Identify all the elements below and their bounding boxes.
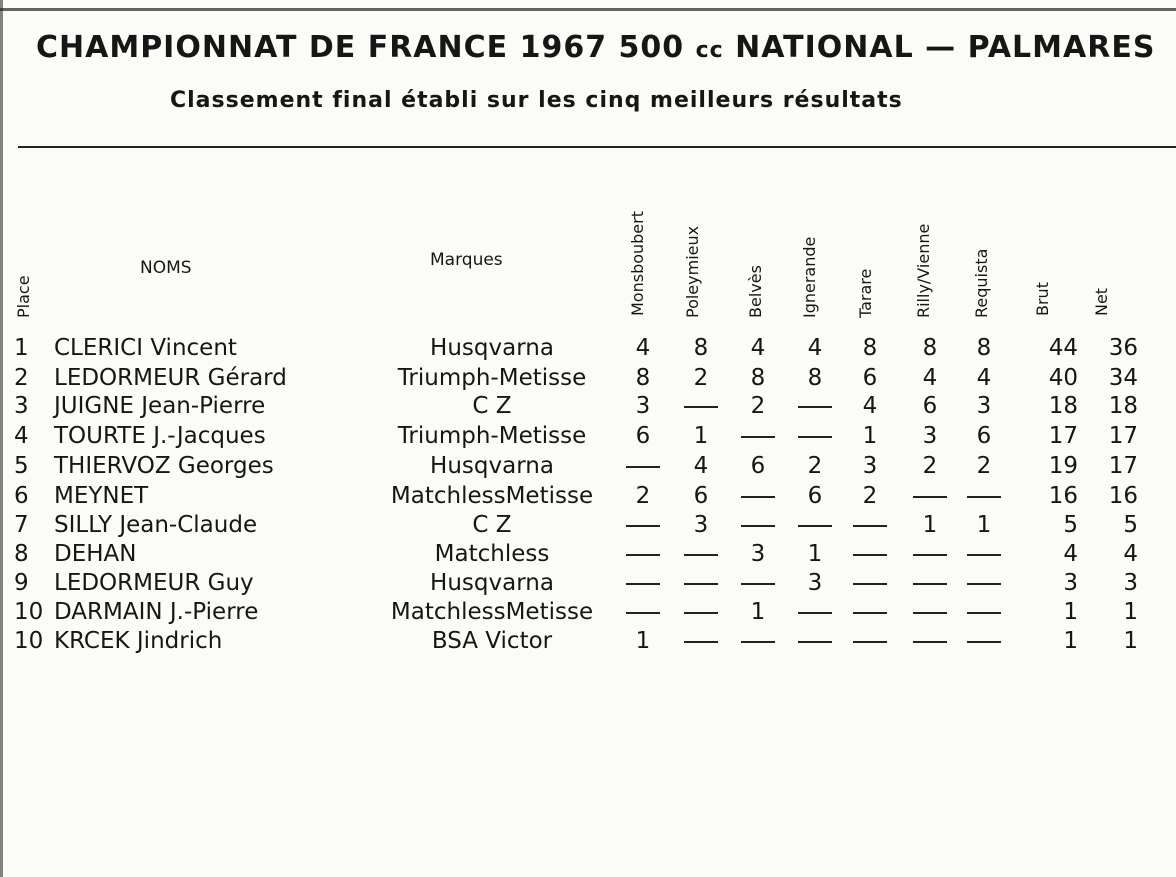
- row-result: [740, 423, 776, 449]
- row-result: 6: [693, 483, 709, 509]
- dash-mark: [913, 554, 947, 556]
- col-header-net: Net: [1092, 287, 1111, 316]
- row-place: 10: [14, 628, 44, 654]
- row-result: [683, 570, 719, 596]
- dash-mark: [853, 641, 887, 643]
- row-result: [852, 570, 888, 596]
- row-result: [912, 483, 948, 509]
- row-result: [797, 423, 833, 449]
- row-result: [966, 541, 1002, 567]
- row-result: 4: [862, 393, 878, 419]
- row-result: 2: [922, 453, 938, 479]
- col-header-race: Monsboubert: [628, 210, 647, 316]
- col-header-race: Ignerande: [800, 236, 819, 318]
- table-row: [0, 628, 1176, 660]
- row-result: 1: [862, 423, 878, 449]
- row-marque: Husqvarna: [430, 335, 554, 361]
- row-result: 1: [807, 541, 823, 567]
- row-result: 4: [693, 453, 709, 479]
- row-nom: DARMAIN J.-Pierre: [54, 599, 259, 625]
- table-row: [0, 483, 1176, 515]
- dash-mark: [741, 525, 775, 527]
- dash-mark: [798, 641, 832, 643]
- table-row: [0, 393, 1176, 425]
- dash-mark: [741, 496, 775, 498]
- row-result: [625, 541, 661, 567]
- row-result: 4: [635, 335, 651, 361]
- col-header-race: Requista: [972, 248, 991, 318]
- table-row: [0, 423, 1176, 455]
- row-result: [797, 393, 833, 419]
- col-header-brut: Brut: [1033, 282, 1052, 316]
- dash-mark: [853, 583, 887, 585]
- row-brut: 18: [1048, 393, 1078, 419]
- dash-mark: [626, 525, 660, 527]
- row-marque: Husqvarna: [430, 453, 554, 479]
- dash-mark: [913, 496, 947, 498]
- row-result: [912, 541, 948, 567]
- col-header-marques: Marques: [430, 250, 503, 270]
- row-result: [625, 570, 661, 596]
- row-result: [966, 599, 1002, 625]
- dash-mark: [741, 641, 775, 643]
- dash-mark: [853, 554, 887, 556]
- row-result: 6: [922, 393, 938, 419]
- dash-mark: [741, 436, 775, 438]
- dash-mark: [741, 583, 775, 585]
- dash-mark: [967, 641, 1001, 643]
- dash-mark: [798, 436, 832, 438]
- row-net: 1: [1123, 599, 1138, 625]
- row-result: [625, 512, 661, 538]
- row-nom: CLERICI Vincent: [54, 335, 237, 361]
- row-result: [852, 599, 888, 625]
- row-result: [966, 628, 1002, 654]
- row-brut: 3: [1063, 570, 1078, 596]
- dash-mark: [967, 554, 1001, 556]
- row-result: 3: [750, 541, 766, 567]
- row-place: 4: [14, 423, 29, 449]
- table-row: [0, 599, 1176, 631]
- row-marque: Husqvarna: [430, 570, 554, 596]
- row-nom: DEHAN: [54, 541, 137, 567]
- row-result: 8: [976, 335, 992, 361]
- title-rest: NATIONAL — PALMARES: [735, 30, 1156, 65]
- row-place: 8: [14, 541, 29, 567]
- row-net: 5: [1123, 512, 1138, 538]
- dash-mark: [853, 525, 887, 527]
- dash-mark: [967, 612, 1001, 614]
- dash-mark: [684, 612, 718, 614]
- row-result: 2: [750, 393, 766, 419]
- row-result: [683, 599, 719, 625]
- row-brut: 19: [1048, 453, 1078, 479]
- row-result: 2: [807, 453, 823, 479]
- row-nom: JUIGNE Jean-Pierre: [54, 393, 266, 419]
- title-unit: cc: [695, 38, 724, 63]
- row-net: 3: [1123, 570, 1138, 596]
- row-brut: 16: [1048, 483, 1078, 509]
- col-header-race: Belvès: [746, 265, 765, 318]
- row-result: 8: [750, 365, 766, 391]
- row-result: 1: [693, 423, 709, 449]
- row-marque: BSA Victor: [431, 628, 553, 654]
- row-result: 3: [862, 453, 878, 479]
- row-net: 34: [1108, 365, 1138, 391]
- dash-mark: [913, 612, 947, 614]
- row-result: [683, 541, 719, 567]
- col-header-place: Place: [14, 275, 33, 318]
- page-title: [36, 30, 1156, 65]
- row-net: 17: [1108, 423, 1138, 449]
- row-nom: LEDORMEUR Gérard: [54, 365, 287, 391]
- row-marque: C Z: [472, 393, 512, 419]
- row-result: 6: [635, 423, 651, 449]
- row-result: 4: [976, 365, 992, 391]
- row-marque: Triumph-Metisse: [397, 423, 587, 449]
- row-result: [852, 512, 888, 538]
- row-result: 1: [635, 628, 651, 654]
- row-result: [912, 570, 948, 596]
- page-subtitle: Classement final établi sur les cinq meilleurs résultats: [170, 88, 903, 113]
- col-header-race: Rilly/Vienne: [914, 223, 933, 318]
- row-result: 2: [635, 483, 651, 509]
- row-result: 3: [693, 512, 709, 538]
- row-result: [797, 599, 833, 625]
- row-nom: LEDORMEUR Guy: [54, 570, 254, 596]
- row-marque: Matchless: [434, 541, 550, 567]
- row-result: 2: [693, 365, 709, 391]
- row-result: [683, 628, 719, 654]
- dash-mark: [798, 525, 832, 527]
- top-rule: [0, 8, 1176, 11]
- table-row: [0, 335, 1176, 367]
- row-result: 8: [693, 335, 709, 361]
- row-nom: MEYNET: [54, 483, 149, 509]
- row-result: 4: [922, 365, 938, 391]
- row-result: 6: [862, 365, 878, 391]
- row-result: [912, 599, 948, 625]
- row-result: 8: [807, 365, 823, 391]
- row-result: 6: [750, 453, 766, 479]
- row-marque: MatchlessMetisse: [390, 599, 594, 625]
- row-result: 1: [922, 512, 938, 538]
- row-result: 3: [922, 423, 938, 449]
- row-result: 8: [862, 335, 878, 361]
- dash-mark: [913, 641, 947, 643]
- row-result: [797, 512, 833, 538]
- row-result: [912, 628, 948, 654]
- row-result: [852, 541, 888, 567]
- col-header-noms: NOMS: [140, 258, 192, 278]
- dash-mark: [626, 466, 660, 468]
- row-place: 1: [14, 335, 29, 361]
- row-result: 6: [807, 483, 823, 509]
- row-result: 2: [976, 453, 992, 479]
- row-result: 3: [976, 393, 992, 419]
- row-brut: 1: [1063, 628, 1078, 654]
- row-nom: KRCEK Jindrich: [54, 628, 223, 654]
- row-result: [740, 628, 776, 654]
- row-marque: Triumph-Metisse: [397, 365, 587, 391]
- row-result: 1: [750, 599, 766, 625]
- table-row: [0, 453, 1176, 485]
- col-header-race: Tarare: [856, 268, 875, 318]
- dash-mark: [626, 583, 660, 585]
- row-marque: MatchlessMetisse: [390, 483, 594, 509]
- row-result: 8: [635, 365, 651, 391]
- row-result: 3: [635, 393, 651, 419]
- row-place: 6: [14, 483, 29, 509]
- row-brut: 5: [1063, 512, 1078, 538]
- row-result: [740, 512, 776, 538]
- dash-mark: [684, 406, 718, 408]
- row-place: 7: [14, 512, 29, 538]
- row-result: [740, 483, 776, 509]
- row-result: [625, 453, 661, 479]
- row-brut: 44: [1048, 335, 1078, 361]
- row-result: 3: [807, 570, 823, 596]
- row-result: 6: [976, 423, 992, 449]
- header-rule: [18, 146, 1176, 148]
- dash-mark: [853, 612, 887, 614]
- row-net: 18: [1108, 393, 1138, 419]
- row-result: [683, 393, 719, 419]
- row-result: 2: [862, 483, 878, 509]
- row-result: [966, 483, 1002, 509]
- row-result: [852, 628, 888, 654]
- row-place: 5: [14, 453, 29, 479]
- row-result: [797, 628, 833, 654]
- row-place: 2: [14, 365, 29, 391]
- row-brut: 1: [1063, 599, 1078, 625]
- row-place: 3: [14, 393, 29, 419]
- dash-mark: [967, 583, 1001, 585]
- dash-mark: [798, 612, 832, 614]
- row-result: [625, 599, 661, 625]
- row-marque: C Z: [472, 512, 512, 538]
- row-nom: TOURTE J.-Jacques: [54, 423, 266, 449]
- row-place: 9: [14, 570, 29, 596]
- table-row: [0, 570, 1176, 602]
- row-result: [740, 570, 776, 596]
- dash-mark: [684, 583, 718, 585]
- row-nom: SILLY Jean-Claude: [54, 512, 258, 538]
- dash-mark: [798, 406, 832, 408]
- row-result: 4: [750, 335, 766, 361]
- row-brut: 40: [1048, 365, 1078, 391]
- title-main: CHAMPIONNAT DE FRANCE 1967 500: [36, 30, 685, 65]
- row-brut: 17: [1048, 423, 1078, 449]
- row-brut: 4: [1063, 541, 1078, 567]
- table-row: [0, 512, 1176, 544]
- dash-mark: [684, 641, 718, 643]
- dash-mark: [967, 496, 1001, 498]
- row-place: 10: [14, 599, 44, 625]
- row-result: 4: [807, 335, 823, 361]
- row-net: 16: [1108, 483, 1138, 509]
- row-result: 1: [976, 512, 992, 538]
- row-nom: THIERVOZ Georges: [54, 453, 274, 479]
- row-result: 8: [922, 335, 938, 361]
- dash-mark: [684, 554, 718, 556]
- dash-mark: [913, 583, 947, 585]
- row-net: 17: [1108, 453, 1138, 479]
- table-row: [0, 541, 1176, 573]
- dash-mark: [626, 612, 660, 614]
- row-net: 36: [1108, 335, 1138, 361]
- dash-mark: [626, 554, 660, 556]
- row-result: [966, 570, 1002, 596]
- col-header-race: Poleymieux: [683, 225, 702, 318]
- row-net: 1: [1123, 628, 1138, 654]
- row-net: 4: [1123, 541, 1138, 567]
